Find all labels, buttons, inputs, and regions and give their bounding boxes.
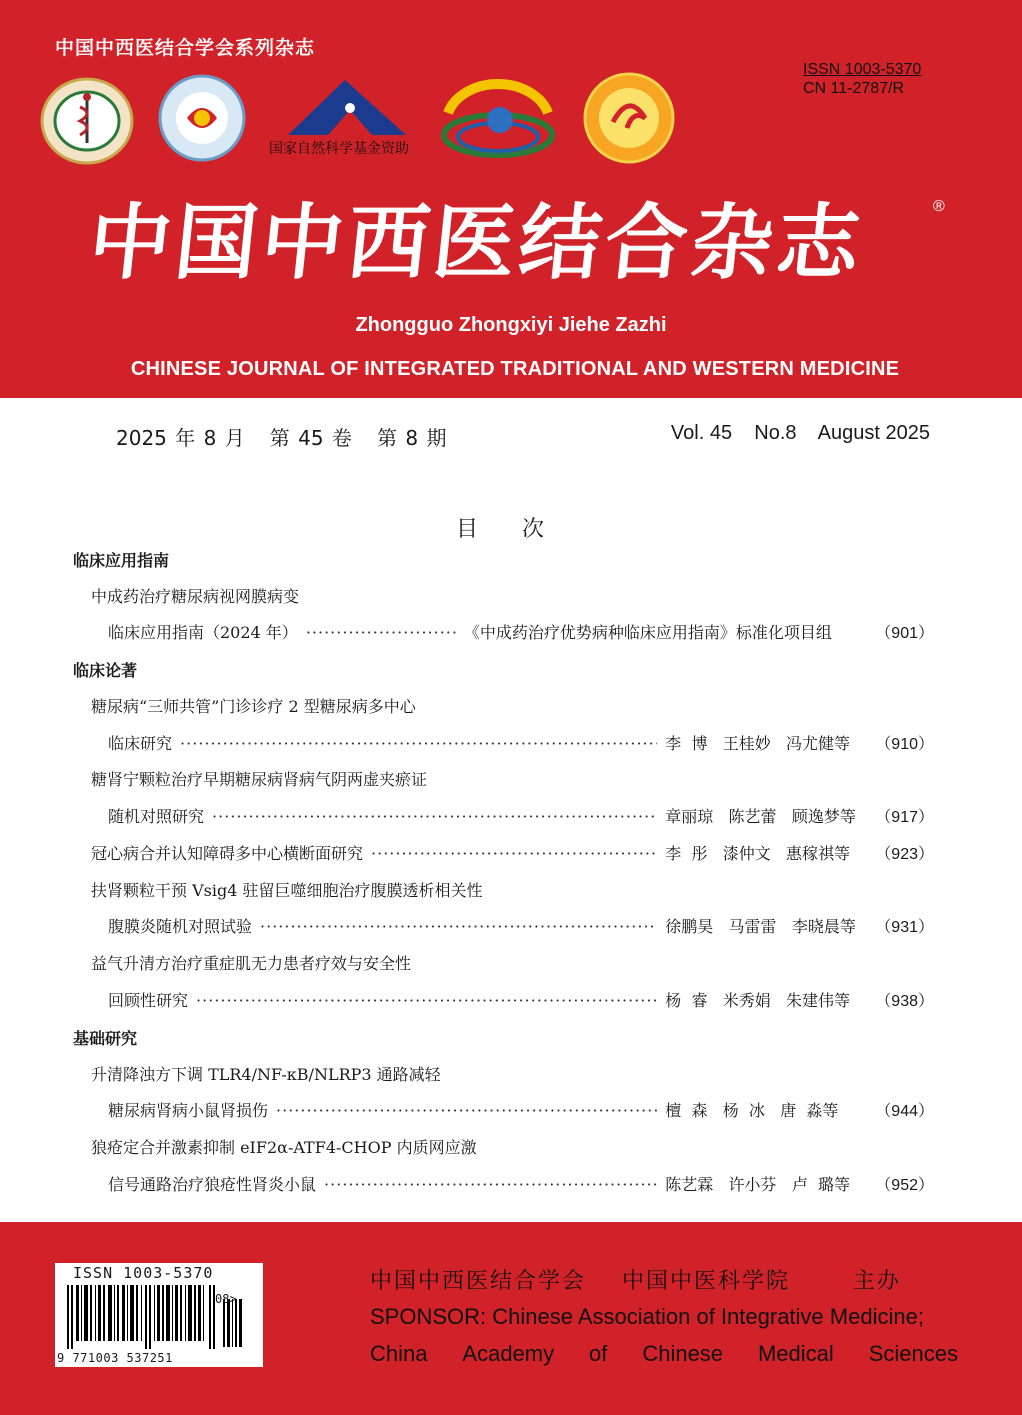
- article-page: （910）: [875, 736, 934, 753]
- sponsor-cn: 中国中西医结合学会 中国中医科学院 主办: [370, 1269, 901, 1294]
- article-title-cont: 糖尿病肾病小鼠肾损伤: [108, 1101, 269, 1120]
- barcode: [55, 1263, 263, 1367]
- article-title[interactable]: 扶肾颗粒干预 Vsig4 驻留巨噬细胞治疗腹膜透析相关性: [91, 881, 483, 900]
- quality-journal-logo: [440, 75, 560, 165]
- award-2018-logo: [583, 72, 675, 164]
- caim-seal-logo: [40, 77, 134, 165]
- leader-dots: [180, 734, 657, 753]
- article-authors: 檀 森 杨 冰 唐 淼等: [665, 1101, 839, 1120]
- nsfc-label: 国家自然科学基金资助: [269, 141, 409, 157]
- sponsor-word: of: [589, 1341, 608, 1366]
- toc-entry[interactable]: [108, 804, 934, 828]
- sponsor-word: Sciences: [868, 1341, 958, 1366]
- article-page: （923）: [875, 846, 934, 863]
- article-title[interactable]: 益气升清方治疗重症肌无力患者疗效与安全性: [91, 954, 412, 973]
- barcode-number: 9 771003 537251: [57, 1351, 173, 1365]
- article-page: （901）: [875, 625, 934, 642]
- sponsor-word: Academy: [462, 1341, 555, 1366]
- toc-entry[interactable]: [108, 988, 934, 1012]
- article-title-cont: 信号通路治疗狼疮性肾炎小鼠: [108, 1175, 317, 1194]
- toc-entry[interactable]: [108, 1172, 934, 1196]
- article-authors: 李 彤 漆仲文 惠稼祺等: [665, 844, 850, 863]
- leader-dots: [212, 807, 657, 826]
- toc-entry[interactable]: [108, 731, 934, 755]
- barcode-issn: ISSN 1003-5370: [73, 1264, 214, 1282]
- article-title-cont: 临床研究: [108, 734, 173, 753]
- article-title-cont: 腹膜炎随机对照试验: [108, 917, 253, 936]
- article-authors: 李 博 王桂妙 冯尤健等: [665, 734, 850, 753]
- article-title-cont: 随机对照研究: [108, 807, 205, 826]
- cn-number: CN 11-2787/R: [803, 80, 905, 97]
- nsfc-logo: [288, 80, 406, 136]
- article-page: （952）: [875, 1177, 934, 1194]
- toc-entry[interactable]: [108, 1098, 934, 1122]
- toc-entry[interactable]: [108, 914, 934, 938]
- series-label: 中国中西医结合学会系列杂志: [55, 37, 316, 59]
- sponsor-word: China: [370, 1341, 428, 1366]
- article-title-cont: 回顾性研究: [108, 991, 189, 1010]
- article-authors: 陈艺霖 许小芬 卢 璐等: [665, 1175, 850, 1194]
- leader-dots: [196, 991, 657, 1010]
- article-authors: 杨 睿 米秀娟 朱建伟等: [665, 991, 850, 1010]
- leader-dots: [371, 844, 657, 863]
- article-page: （944）: [875, 1103, 934, 1120]
- journal-title-cn: 中国中西医结合杂志: [84, 195, 869, 291]
- toc-entry[interactable]: [108, 620, 934, 644]
- article-title[interactable]: 糖尿病“三师共管”门诊诊疗 2 型糖尿病多中心: [91, 697, 416, 716]
- article-title[interactable]: 中成药治疗糖尿病视网膜病变: [91, 587, 300, 606]
- article-authors: 《中成药治疗优势病种临床应用指南》标准化项目组: [463, 623, 832, 642]
- toc-entry[interactable]: [91, 841, 934, 865]
- article-authors: 章丽琼 陈艺蕾 顾逸梦等: [665, 807, 856, 826]
- journal-title-pinyin: Zhongguo Zhongxiyi Jiehe Zazhi: [355, 314, 667, 336]
- barcode-addon: 08>: [215, 1292, 237, 1306]
- issn-number: ISSN 1003-5370: [803, 61, 922, 78]
- issue-info-en: Vol. 45 No.8 August 2025: [670, 422, 930, 444]
- leader-dots: [260, 917, 657, 936]
- leader-dots: [324, 1175, 657, 1194]
- toc-heading: 目次: [456, 517, 589, 542]
- sponsor-word: Medical: [757, 1341, 834, 1366]
- article-title-cont: 临床应用指南（2024 年）: [108, 623, 298, 642]
- leader-dots: [276, 1101, 657, 1120]
- article-title[interactable]: 狼疮定合并激素抑制 eIF2α-ATF4-CHOP 内质网应激: [91, 1138, 477, 1157]
- core-journal-seal-logo: [157, 74, 247, 162]
- leader-dots: [306, 623, 456, 642]
- issue-info-cn: 2025 年 8 月 第 45 卷 第 8 期: [116, 426, 447, 450]
- article-title[interactable]: 糖肾宁颗粒治疗早期糖尿病肾病气阴两虚夹瘀证: [91, 770, 428, 789]
- registered-mark: ®: [933, 198, 945, 215]
- article-page: （938）: [875, 993, 934, 1010]
- article-title: 冠心病合并认知障碍多中心横断面研究: [91, 844, 364, 863]
- section-title: 基础研究: [73, 1029, 138, 1048]
- article-page: （931）: [875, 919, 934, 936]
- section-title: 临床应用指南: [73, 551, 170, 570]
- issn-block: [803, 60, 921, 98]
- article-title[interactable]: 升清降浊方下调 TLR4/NF-κB/NLRP3 通路减轻: [91, 1065, 441, 1084]
- section-title: 临床论著: [73, 661, 138, 680]
- sponsor-en-line2: [370, 1341, 958, 1367]
- article-page: （917）: [875, 809, 934, 826]
- sponsor-en-line1: SPONSOR: Chinese Association of Integrative Medicine;: [370, 1304, 924, 1329]
- sponsor-word: Chinese: [642, 1341, 724, 1366]
- article-authors: 徐鹏昊 马雷雷 李晓晨等: [665, 917, 856, 936]
- journal-title-en: CHINESE JOURNAL OF INTEGRATED TRADITIONAL AND WESTERN MEDICINE: [130, 358, 900, 380]
